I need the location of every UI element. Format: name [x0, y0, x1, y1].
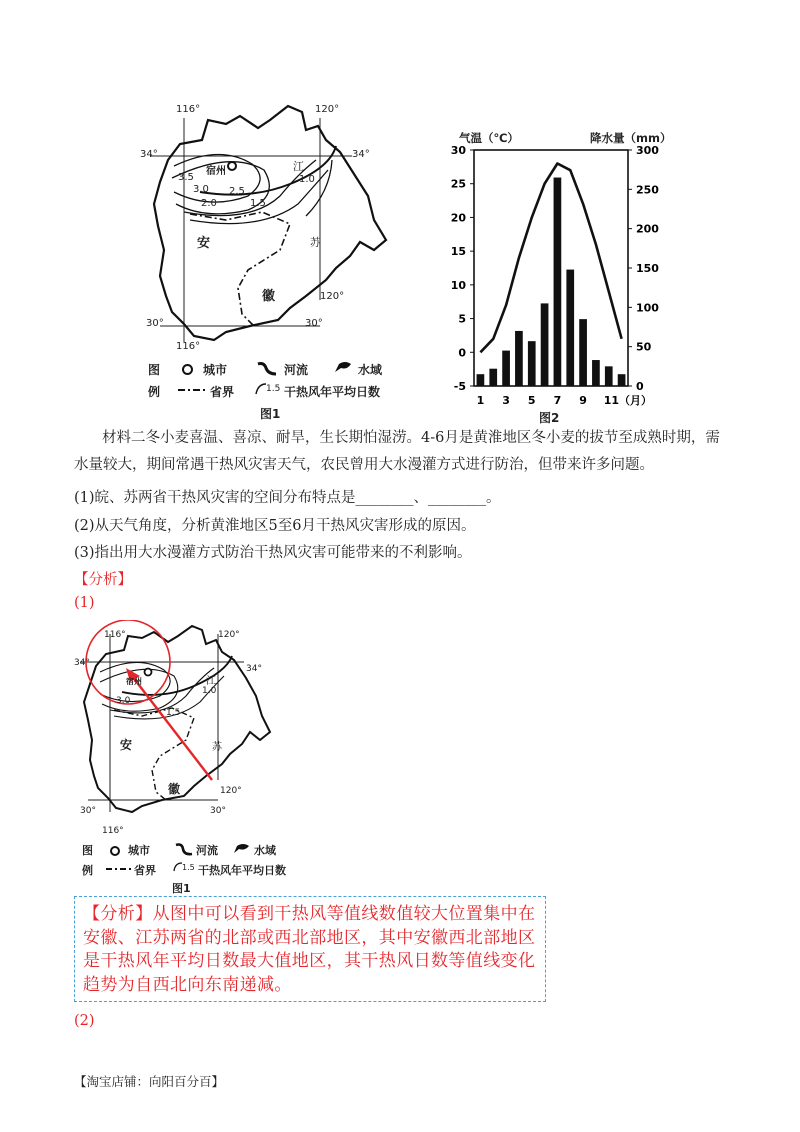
legend-li: 例 — [148, 385, 161, 399]
annotated-legend-boundary: 省界 — [134, 864, 156, 877]
annotated-legend-river-icon — [174, 842, 194, 856]
analysis-heading: 【分析】 — [74, 572, 132, 588]
annotated-lon-116: 116° — [104, 630, 126, 640]
y-left-tick-label: 10 — [450, 278, 466, 292]
lon-116-label: 116° — [176, 104, 201, 115]
annotated-legend-isoline-sample: 1.5 — [182, 863, 195, 872]
precip-bar — [489, 369, 497, 386]
legend-river-label: 河流 — [284, 363, 309, 377]
annotated-legend-river: 河流 — [196, 844, 218, 857]
figure-1-map — [130, 100, 420, 430]
question-2: (2)从天气角度，分析黄淮地区5至6月干热风灾害形成的原因。 — [74, 518, 476, 534]
legend-water-icon — [333, 360, 355, 376]
annotated-lat-30-left: 30° — [80, 806, 96, 816]
legend-city-icon — [182, 364, 193, 375]
figure-2-climate-chart — [440, 138, 680, 410]
annotated-contour-3-0: 3.0 — [116, 696, 131, 706]
legend-isoline-sample: 1.5 — [266, 384, 281, 394]
city-marker — [228, 162, 236, 170]
legend-boundary-label: 省界 — [210, 385, 235, 399]
plot-frame — [474, 150, 628, 386]
contour-2-0: 2.0 — [201, 198, 217, 209]
contour-3-0: 3.0 — [193, 184, 209, 195]
y-left-tick-label: -5 — [453, 380, 466, 393]
chart-ylabel-right: 降水量（mm） — [590, 131, 672, 145]
annotated-legend-water: 水域 — [254, 844, 276, 857]
annotated-contour-1-0: 1.0 — [202, 686, 217, 696]
precip-bar — [579, 319, 587, 386]
annotated-legend-isoline: 干热风年平均日数 — [198, 864, 286, 877]
y-right-tick-label: 200 — [636, 222, 659, 236]
precip-bar — [618, 374, 626, 386]
x-tick-label: 9 — [579, 394, 587, 407]
y-right-tick-label: 50 — [636, 340, 652, 354]
x-tick-label: 11（月） — [603, 394, 653, 407]
annotated-legend-tu: 图 — [82, 844, 93, 857]
figure-2-caption: 图2 — [539, 411, 560, 425]
annotated-map — [66, 620, 326, 835]
annotated-city: 宿州 — [126, 677, 142, 686]
y-right-tick-label: 0 — [636, 380, 644, 393]
x-tick-label: 7 — [553, 394, 562, 407]
precip-bar — [541, 303, 549, 386]
legend-water-label: 水域 — [358, 363, 383, 377]
contour-1-0: 1.0 — [299, 174, 315, 185]
precip-bar — [477, 374, 485, 386]
precip-bar — [502, 351, 510, 386]
y-left-tick-label: 30 — [450, 144, 466, 157]
x-tick-label: 5 — [527, 394, 536, 407]
lat-34-left-label: 34° — [140, 149, 158, 160]
trend-arrow — [132, 676, 212, 780]
y-left-tick-label: 15 — [450, 245, 466, 259]
precip-bar — [515, 331, 523, 386]
lat-30-right-label: 30° — [305, 318, 323, 329]
annotated-lat-34-right: 34° — [246, 664, 262, 674]
temperature-line — [480, 164, 621, 353]
chart-ylabel-left: 气温（℃） — [459, 131, 519, 145]
annotated-legend-li: 例 — [82, 864, 93, 877]
analysis-callout-box — [74, 896, 546, 1002]
annotated-hui: 徽 — [168, 782, 181, 796]
annotated-legend-boundary-icon — [106, 866, 132, 872]
y-left-tick-label: 25 — [450, 177, 466, 191]
annotated-legend-city: 城市 — [128, 844, 150, 857]
precip-bar — [554, 178, 562, 386]
y-right-tick-label: 250 — [636, 183, 659, 197]
annotated-lon-120-bottom: 120° — [220, 786, 242, 796]
x-tick-label: 3 — [502, 394, 510, 407]
annotated-legend-city-icon — [110, 846, 120, 856]
sub-answer-2-label: (2) — [74, 1013, 95, 1029]
precip-bar — [528, 341, 536, 386]
coast-outline — [154, 106, 386, 340]
question-3: (3)指出用大水漫灌方式防治干热风灾害可能带来的不利影响。 — [74, 545, 472, 561]
legend-city-label: 城市 — [203, 363, 228, 377]
legend-isoline-label: 干热风年平均日数 — [284, 385, 381, 399]
y-left-tick-label: 0 — [458, 346, 466, 360]
contour-1-5: 1.5 — [250, 198, 266, 209]
province-boundary — [190, 212, 290, 326]
annotated-lon-120: 120° — [218, 630, 240, 640]
annotated-lat-34-left: 34° — [74, 658, 90, 668]
y-right-tick-label: 150 — [636, 262, 659, 275]
precip-bar — [605, 366, 613, 386]
lat-34-right-label: 34° — [352, 149, 370, 160]
lat-30-left-label: 30° — [146, 318, 164, 329]
sub-answer-1-label: (1) — [74, 595, 95, 611]
city-label: 宿州 — [206, 166, 226, 177]
lon-116-bottom-label: 116° — [176, 341, 201, 352]
figure-1-caption: 图1 — [260, 407, 281, 421]
footer-shop-note: 【淘宝店铺：向阳百分百】 — [74, 1074, 225, 1089]
annotated-contour-1-5: 1.5 — [166, 708, 181, 718]
annotated-river: 江 — [206, 676, 216, 687]
material-paragraph — [74, 425, 734, 479]
lon-120-bottom-label: 120° — [320, 291, 345, 302]
annotated-an: 安 — [120, 738, 133, 752]
legend-river-icon — [256, 360, 278, 376]
y-left-tick-label: 20 — [450, 211, 466, 225]
lon-120-label: 120° — [315, 104, 340, 115]
annotated-legend-water-icon — [232, 842, 252, 856]
legend-boundary-icon — [178, 387, 206, 393]
y-right-tick-label: 300 — [636, 144, 659, 157]
annotated-su: 苏 — [212, 742, 222, 753]
annotated-lon-116-bottom: 116° — [102, 826, 124, 836]
x-tick-label: 1 — [476, 394, 485, 407]
contour-3-5: 3.5 — [178, 172, 194, 183]
province-label-su: 苏 — [310, 236, 321, 249]
river-label: 江 — [293, 160, 304, 173]
material-text: 材料二冬小麦喜温、喜凉、耐旱，生长期怕湿涝。4-6月是黄淮地区冬小麦的拔节至成熟时期，需水量较大，期间常遇干热风灾害天气，农民曾用大水漫灌方式进行防治，但带来许多问题。 — [74, 430, 720, 473]
contour-2-5: 2.5 — [229, 186, 245, 197]
province-label-an: 安 — [197, 236, 211, 251]
y-left-tick-label: 5 — [458, 312, 466, 326]
y-right-tick-label: 100 — [636, 301, 659, 315]
annotated-lat-30-right: 30° — [210, 806, 226, 816]
legend-tu: 图 — [148, 363, 161, 377]
province-label-hui: 徽 — [262, 289, 276, 304]
question-1: (1)皖、苏两省干热风灾害的空间分布特点是________、________。 — [74, 490, 501, 506]
precip-bar — [566, 270, 574, 386]
annotated-figure-caption: 图1 — [172, 882, 191, 895]
precip-bar — [592, 360, 600, 386]
analysis-callout-text: 【分析】从图中可以看到干热风等值线数值较大位置集中在安徽、江苏两省的北部或西北部地区，其中安徽西北部地区是干热风年平均日数最大值地区，其干热风日数等值线变化趋势为自西北向东南递减。 — [83, 904, 536, 995]
